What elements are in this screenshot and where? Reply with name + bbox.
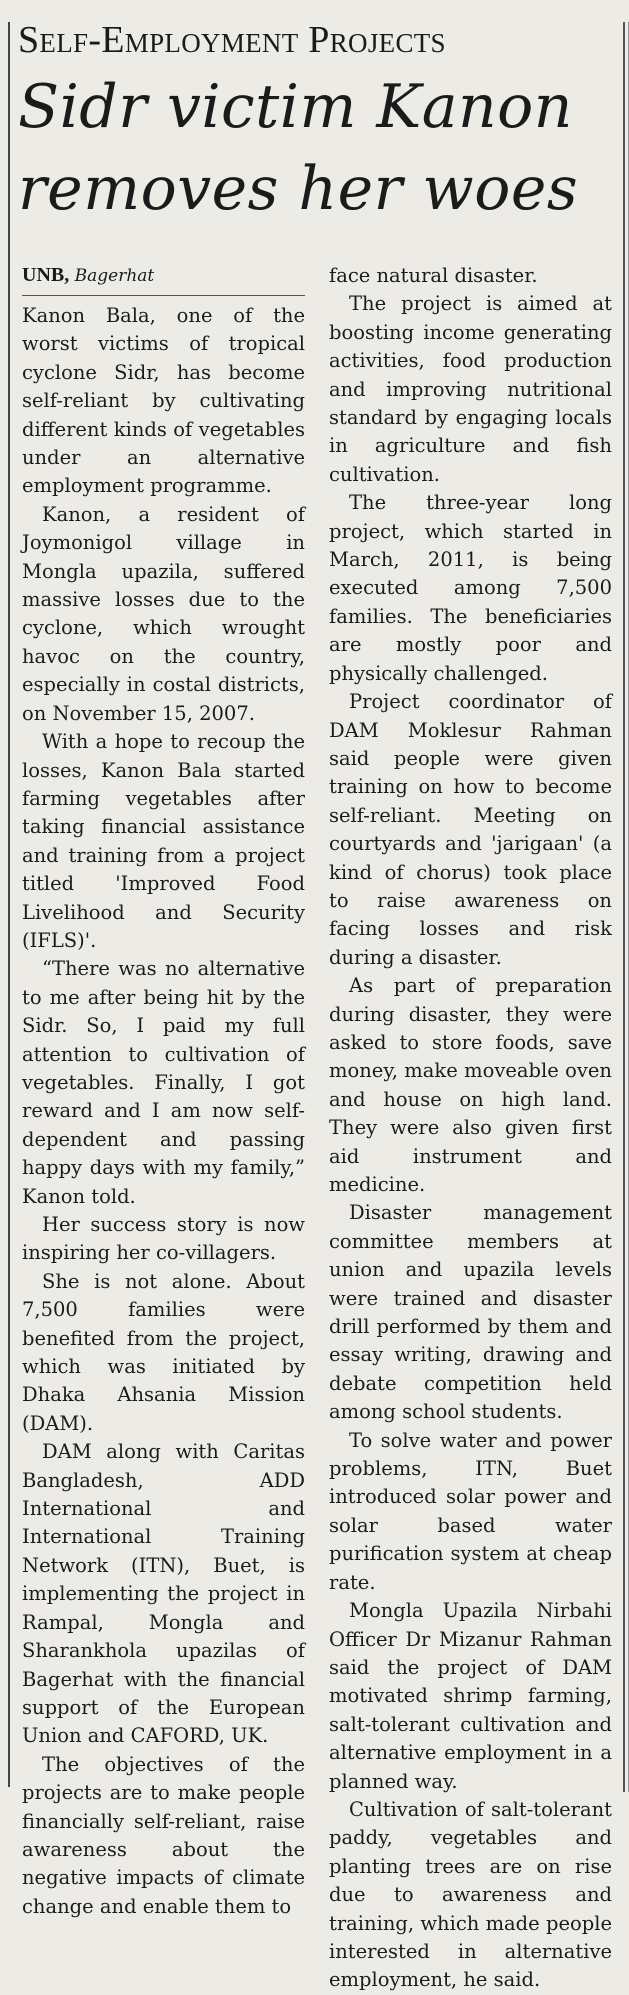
paragraph: “There was no alternative to me after being hit by the Sidr. So, I paid my full attention to cultivation of vegetables. Finally, I got reward and I am now self-dependent and passing happy days with my family,” Kanon told. xyxy=(22,957,305,1208)
right-edge-rule xyxy=(623,22,629,1792)
paragraph: Cultivation of salt-tolerant paddy, vegetables and planting trees are on rise due to awareness and training, which made people interested in alternative employment, he said. xyxy=(329,1797,612,1992)
headline-line-2: removes her woes xyxy=(18,154,579,224)
headline xyxy=(18,66,617,230)
paragraph: She is not alone. About 7,500 families were benefited from the project, which was initiated by Dhaka Ahsania Mission (DAM). xyxy=(22,1269,305,1435)
paragraph: As part of preparation during disaster, they were asked to store foods, save money, make moveable oven and house on high land. They were also given first aid instrument and medicine. xyxy=(329,974,612,1196)
headline-line-1: Sidr victim Kanon xyxy=(18,72,573,142)
paragraph: Kanon Bala, one of the worst victims of tropical cyclone Sidr, has become self-reliant by cultivating different kinds of vegetables under an alternative employment programme. xyxy=(22,304,305,498)
paragraph: Project coordinator of DAM Moklesur Rahman said people were given training on how to become self-reliant. Meeting on courtyards and 'jarigaan' (a kind of chorus) took place to raise awareness on facing losses and risk during a disaster. xyxy=(329,690,612,969)
paragraph: Disaster management committee members at union and upazila levels were trained and disaster drill performed by them and essay writing, drawing and debate competition held among school students. xyxy=(329,1201,612,1424)
paragraph: Mongla Upazila Nirbahi Officer Dr Mizanur Rahman said the project of DAM motivated shrimp farming, salt-tolerant cultivation and alternative employment in a planned way. xyxy=(329,1599,612,1793)
right-column xyxy=(329,262,612,1995)
paragraph: To solve water and power problems, ITN, Buet introduced solar power and solar based water purification system at cheap rate. xyxy=(329,1428,612,1594)
byline xyxy=(22,264,305,287)
paragraph: Kanon, a resident of Joymonigol village in Mongla upazila, suffered massive losses due to the cyclone, which wrought havoc on the country, especially in costal districts, on November 15, 2007. xyxy=(22,502,305,725)
paragraph: The project is aimed at boosting income generating activities, food production and improving nutritional standard by engaging locals in agriculture and fish cultivation. xyxy=(329,292,612,486)
left-column xyxy=(22,262,305,1995)
paragraph: face natural disaster. xyxy=(329,264,538,287)
paragraph: DAM along with Caritas Bangladesh, ADD International and International Training Network (ITN), Buet, is implementing the project in Rampal, Mongla and Sharankhola upazilas of Bagerhat with the financial support of the European Union and CAFORD, UK. xyxy=(22,1440,305,1748)
paragraph: Her success story is now inspiring her co-villagers. xyxy=(22,1213,305,1265)
byline-agency: UNB, xyxy=(22,264,70,286)
paragraph: With a hope to recoup the losses, Kanon Bala started farming vegetables after taking financial assistance and training from a project titled 'Improved Food Livelihood and Security (IFLS)'. xyxy=(22,730,305,952)
section-kicker: Self-Employment Projects xyxy=(18,19,446,61)
left-column-text xyxy=(22,295,305,1921)
paragraph: The objectives of the projects are to make people financially self-reliant, raise awareness about the negative impacts of climate change and enable them to xyxy=(22,1752,305,1918)
left-column-rule xyxy=(8,22,10,1787)
article-body xyxy=(22,262,613,1995)
byline-place: Bagerhat xyxy=(74,266,155,286)
paragraph: The three-year long project, which started in March, 2011, is being executed among 7,500 families. The beneficiaries are mostly poor and physically challenged. xyxy=(329,491,612,685)
